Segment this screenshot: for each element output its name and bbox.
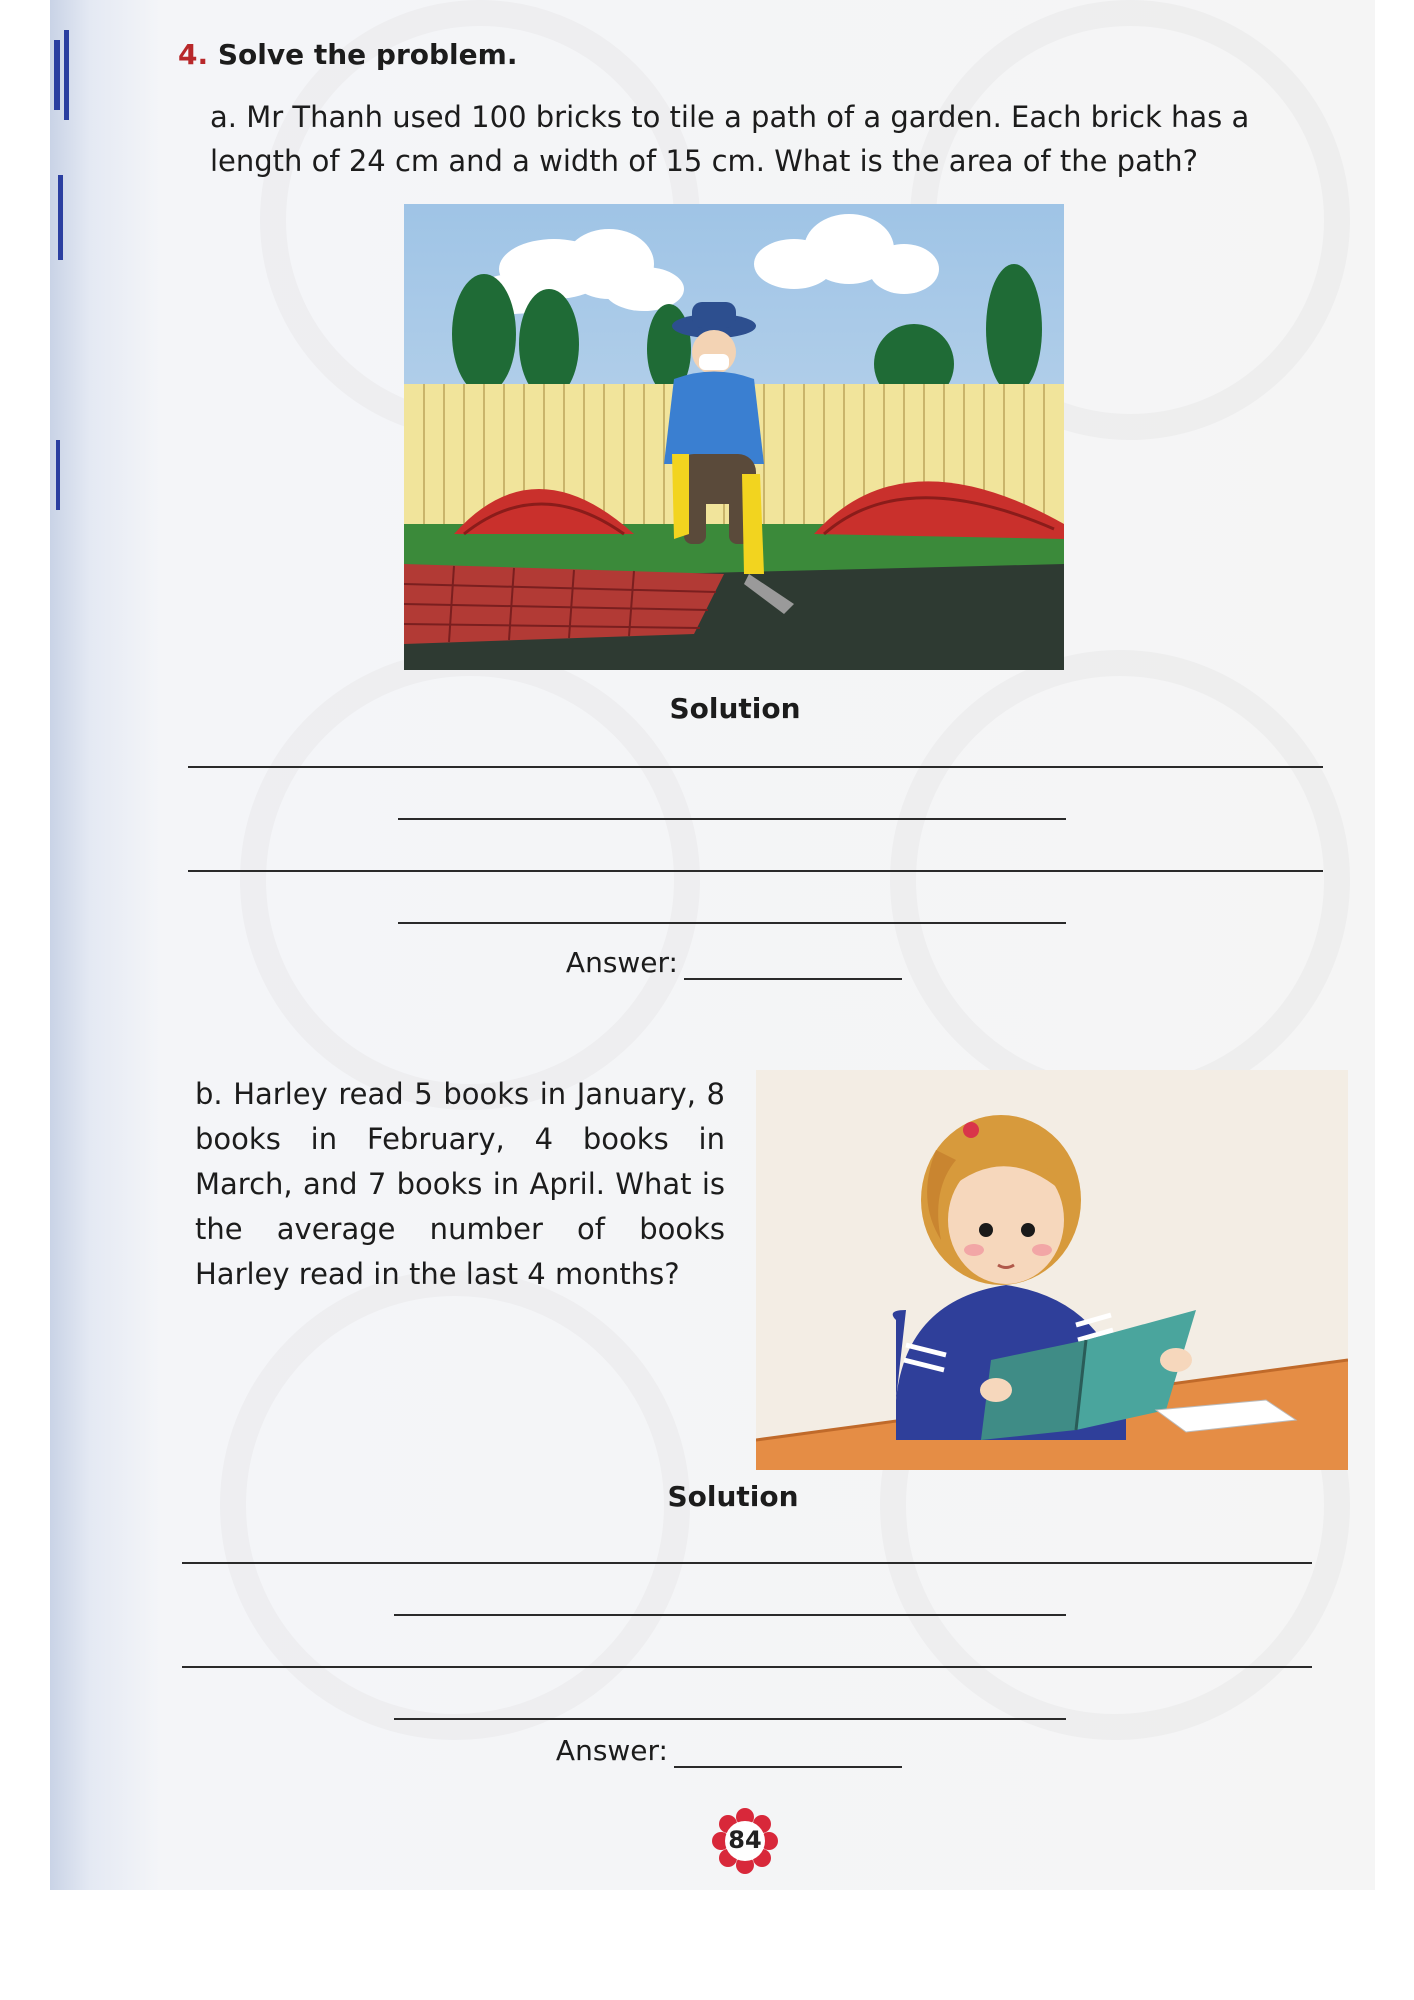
binding-mark xyxy=(64,30,69,120)
solution-line-b1[interactable] xyxy=(182,1562,1312,1564)
binding-mark xyxy=(56,440,60,510)
question-number: 4. xyxy=(178,38,209,71)
page-number: 84 xyxy=(728,1826,762,1854)
binding-mark xyxy=(58,175,63,260)
girl-reading-illustration xyxy=(756,1070,1348,1470)
question-title: Solve the problem. xyxy=(217,38,518,71)
binding-mark xyxy=(54,40,60,110)
solution-line-b3[interactable] xyxy=(182,1666,1312,1668)
gardener-bricks-illustration xyxy=(404,204,1064,670)
answer-label-b: Answer: xyxy=(555,1734,668,1767)
solution-line-b2[interactable] xyxy=(394,1614,1066,1616)
problem-a-text: a. Mr Thanh used 100 bricks to tile a path of a garden. Each brick has a length of 24 cm and a width of 15 cm. What is the area of the path? xyxy=(210,100,1250,178)
solution-label-b: Solution xyxy=(667,1480,799,1513)
question-heading xyxy=(178,38,517,71)
solution-line-b4[interactable] xyxy=(394,1718,1066,1720)
solution-line-a1[interactable] xyxy=(188,766,1323,768)
watermark-clock xyxy=(890,650,1350,1110)
answer-line-a[interactable] xyxy=(684,978,902,980)
problem-b-text: b. Harley read 5 books in January, 8 books in February, 4 books in March, and 7 books in April. What is the average number of books Harley read in the last 4 months? xyxy=(195,1077,725,1291)
answer-line-b[interactable] xyxy=(674,1766,902,1768)
solution-line-a2[interactable] xyxy=(398,818,1066,820)
answer-label-a: Answer: xyxy=(565,946,678,979)
solution-label-a: Solution xyxy=(669,692,801,725)
solution-line-a3[interactable] xyxy=(188,870,1323,872)
solution-line-a4[interactable] xyxy=(398,922,1066,924)
